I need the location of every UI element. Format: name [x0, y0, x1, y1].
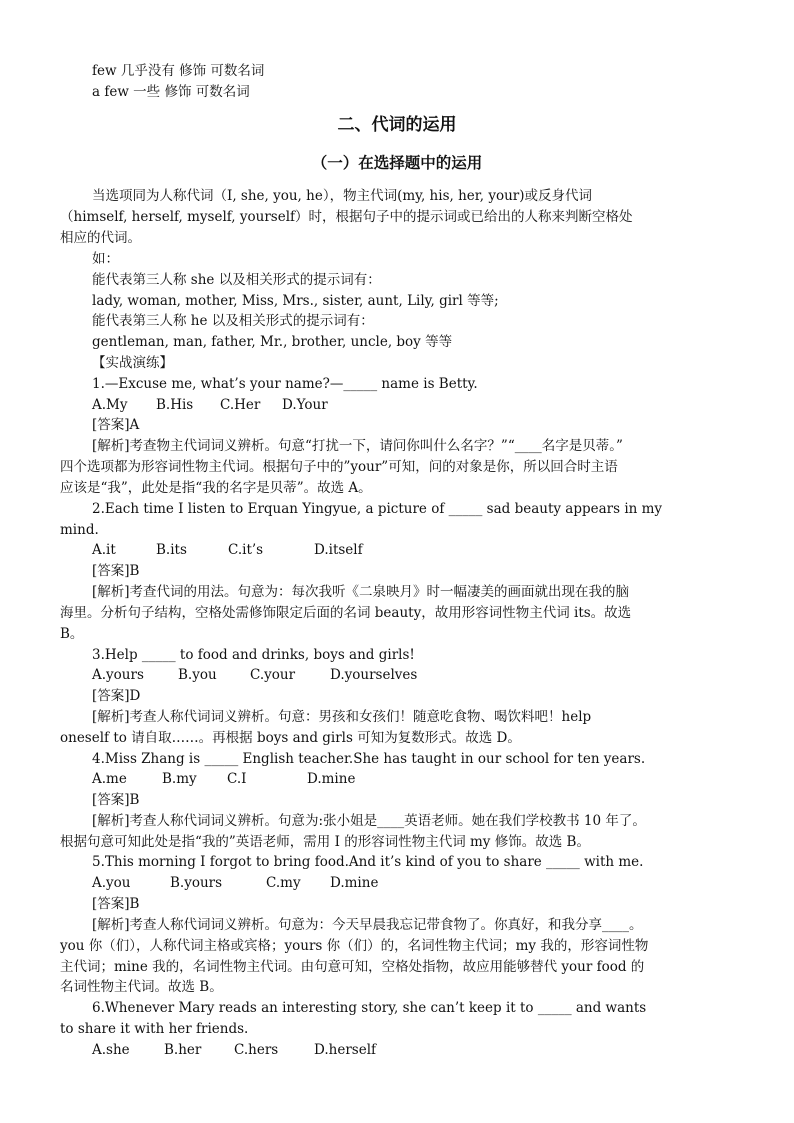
question-options	[92, 873, 378, 894]
analysis-line: you 你（们），人称代词主格或宾格；yours 你（们）的，名词性物主代词；my 我的，形容词性物	[60, 938, 649, 954]
answer: [答案]A	[92, 417, 140, 433]
analysis-line: 根据句意可知此处是指“我的”英语老师，需用 I 的形容词性物主代词 my 修饰。故选 B。	[60, 834, 590, 850]
practice-label: 【实战演练】	[92, 355, 173, 371]
option: D.mine	[307, 771, 356, 787]
question-stem: 4.Miss Zhang is _____ English teacher.She has taught in our school for ten years.	[92, 751, 646, 767]
he-hint-label: 能代表第三人称 he 以及相关形式的提示词有：	[92, 313, 374, 329]
analysis-line: 四个选项都为形容词性物主代词。根据句子中的”your”可知，问的对象是你，所以回合时主语	[60, 459, 618, 475]
option: C.Her	[220, 397, 261, 413]
analysis-line: [解析]考查代词的用法。句意为：每次我听《二泉映月》时一幅凄美的画面就出现在我的脑	[92, 584, 630, 600]
analysis-line: [解析]考查物主代词词义辨析。句意“打扰一下，请问你叫什么名字？”“____名字是贝蒂。”	[92, 438, 623, 454]
subsection-title: （一）在选择题中的运用	[311, 153, 483, 172]
option: A.My	[92, 397, 128, 413]
question-options	[92, 769, 355, 790]
option: A.yours	[92, 667, 144, 683]
analysis-line: oneself to 请自取……。再根据 boys and girls 可知为复数形式。故选 D。	[60, 730, 521, 746]
answer: [答案]B	[92, 896, 140, 912]
question-stem: to share it with her friends.	[60, 1021, 249, 1037]
option: A.she	[92, 1042, 130, 1058]
option: C.it’s	[228, 542, 264, 558]
analysis-line: [解析]考查人称代词词义辨析。句意：男孩和女孩们！随意吃食物、喝饮料吧！help	[92, 709, 592, 725]
analysis-line: [解析]考查人称代词词义辨析。句意为:张小姐是____英语老师。她在我们学校教书 10 年了。	[92, 813, 646, 829]
option: C.your	[250, 667, 296, 683]
top-line: few 几乎没有 修饰 可数名词	[92, 63, 265, 79]
answer: [答案]B	[92, 792, 140, 808]
option: C.hers	[234, 1042, 279, 1058]
question-options	[92, 665, 417, 686]
analysis-line: 应该是“我”，此处是指“我的名字是贝蒂”。故选 A。	[60, 480, 372, 496]
question-options	[92, 1040, 376, 1061]
answer: [答案]D	[92, 688, 141, 704]
option: D.itself	[314, 542, 363, 558]
question-options	[92, 540, 363, 561]
option: D.Your	[282, 397, 328, 413]
question-stem: 3.Help _____ to food and drinks, boys and girls!	[92, 647, 415, 663]
she-hint-words: lady, woman, mother, Miss, Mrs., sister, aunt, Lily, girl 等等;	[92, 293, 499, 309]
analysis-line: B。	[60, 626, 84, 642]
example-label: 如：	[92, 251, 119, 267]
option: B.you	[178, 667, 217, 683]
section-title: 二、代词的运用	[337, 115, 457, 135]
question-stem: 5.This morning I forgot to bring food.And it’s kind of you to share _____ with me.	[92, 854, 644, 870]
question-stem: mind.	[60, 522, 99, 538]
analysis-line: 海里。分析句子结构，空格处需修饰限定后面的名词 beauty，故用形容词性物主代词 its。故选	[60, 605, 632, 621]
option: B.its	[156, 542, 187, 558]
question-stem: 6.Whenever Mary reads an interesting story, she can’t keep it to _____ and wants	[92, 1000, 647, 1016]
analysis-line: 名词性物主代词。故选 B。	[60, 979, 223, 995]
option: B.her	[164, 1042, 202, 1058]
he-hint-words: gentleman, man, father, Mr., brother, uncle, boy 等等	[92, 334, 453, 350]
question-options	[92, 395, 328, 416]
option: D.yourselves	[330, 667, 418, 683]
analysis-line: [解析]考查人称代词词义辨析。句意为：今天早晨我忘记带食物了。你真好，和我分享____。	[92, 917, 643, 933]
option: A.you	[92, 875, 131, 891]
analysis-line: 主代词；mine 我的，名词性物主代词。由句意可知，空格处指物，故应用能够替代 your food 的	[60, 959, 645, 975]
intro-line: （himself, herself, myself, yourself）时，根据句子中的提示词或已给出的人称来判断空格处	[60, 209, 633, 225]
question-stem: 2.Each time I listen to Erquan Yingyue, a picture of _____ sad beauty appears in my	[92, 501, 663, 517]
option: A.me	[92, 771, 127, 787]
intro-line: 相应的代词。	[60, 230, 141, 246]
option: D.mine	[330, 875, 379, 891]
option: A.it	[92, 542, 116, 558]
option: B.my	[162, 771, 197, 787]
top-line: a few 一些 修饰 可数名词	[92, 84, 250, 100]
question-stem: 1.—Excuse me, what’s your name?—_____ name is Betty.	[92, 376, 478, 392]
option: B.His	[156, 397, 194, 413]
option: C.my	[266, 875, 301, 891]
intro-line: 当选项同为人称代词（I, she, you, he），物主代词(my, his, her, your)或反身代词	[92, 188, 592, 204]
answer: [答案]B	[92, 563, 140, 579]
option: B.yours	[170, 875, 223, 891]
option: D.herself	[314, 1042, 377, 1058]
she-hint-label: 能代表第三人称 she 以及相关形式的提示词有：	[92, 272, 381, 288]
option: C.I	[227, 771, 247, 787]
